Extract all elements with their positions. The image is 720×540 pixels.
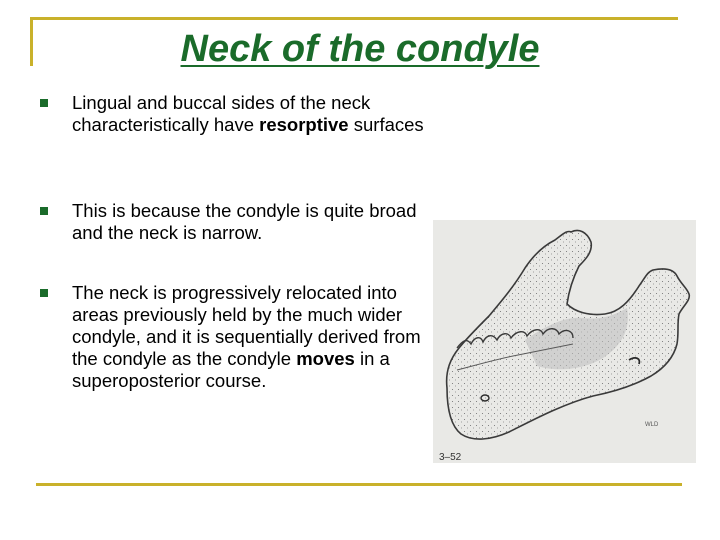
square-bullet-icon bbox=[40, 207, 48, 215]
figure-label: 3–52 bbox=[439, 452, 462, 463]
mandible-figure bbox=[433, 220, 696, 463]
square-bullet-icon bbox=[40, 289, 48, 297]
figure-signature: WLD bbox=[645, 422, 659, 428]
bullet-text bbox=[72, 282, 432, 392]
bullet-text-run: Lingual and buccal sides of the neck characteristically have bbox=[72, 92, 371, 135]
bullet-text-run: surfaces bbox=[348, 114, 424, 135]
bottom-rule bbox=[36, 483, 682, 486]
bullet-text-run: This is because the condyle is quite broad and the neck is narrow. bbox=[72, 200, 417, 243]
bullet-text bbox=[72, 200, 432, 244]
bullet-text bbox=[72, 92, 432, 136]
bullet-text-run: in a superoposterior course. bbox=[72, 348, 390, 391]
slide-title-text: Neck of the condyle bbox=[180, 28, 540, 70]
top-rule bbox=[30, 17, 678, 20]
bullet-text-run: The neck is progressively relocated into areas previously held by the much wider condyle, and it is sequentially derived from the condyle as the condyle bbox=[72, 282, 421, 369]
square-bullet-icon bbox=[40, 99, 48, 107]
slide-title bbox=[0, 28, 720, 71]
bullet-text-bold: resorptive bbox=[259, 114, 349, 135]
mandible-drawing bbox=[433, 220, 696, 463]
bullet-text-bold: moves bbox=[296, 348, 355, 369]
